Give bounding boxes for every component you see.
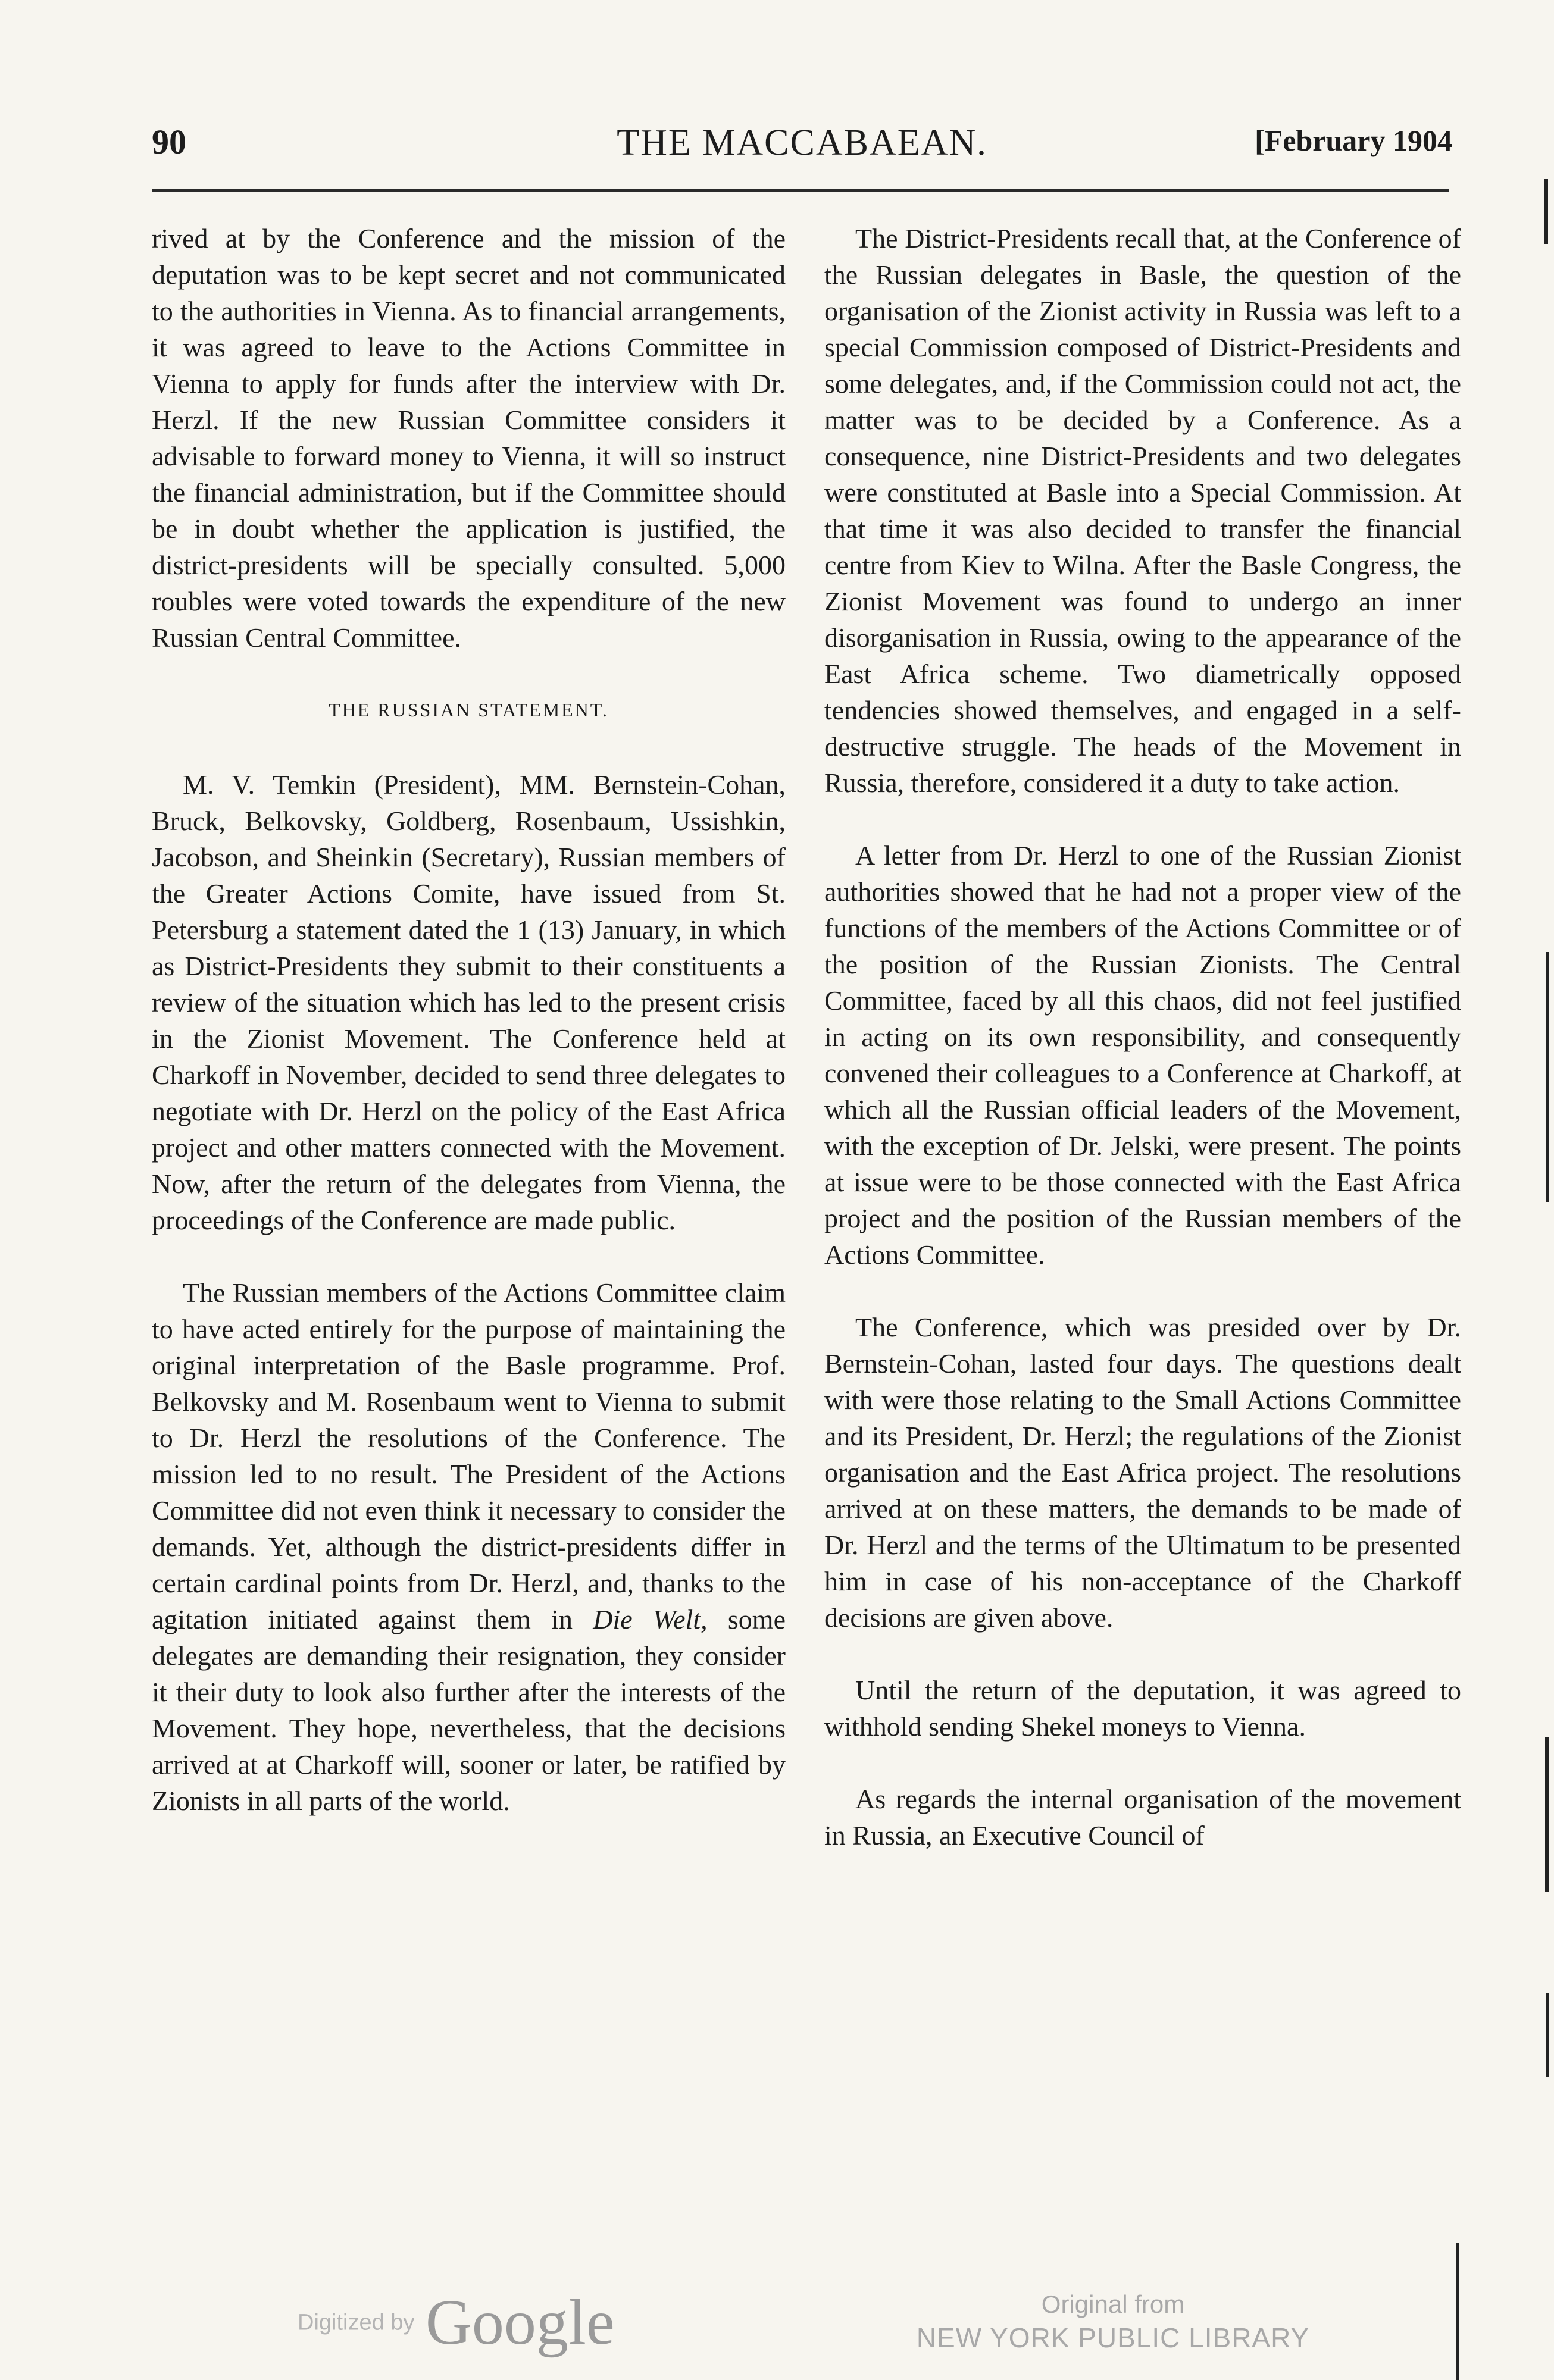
left-paragraph-3 <box>152 1274 786 1819</box>
left-paragraph-2: M. V. Temkin (President), MM. Bernstein-Cohan, Bruck, Belkovsky, Goldberg, Rosenbaum, Ussishkin, Jacobson, and Sheinkin (Secretary), Russian members of the Greater Actions Comite, have issued from St. Petersburg a statement dated the 1 (13) January, in which as District-Presidents they submit to their constituents a review of the situation which has led to the present crisis in the Zionist Movement. The Conference held at Charkoff in November, decided to send three delegates to negotiate with Dr. Herzl on the policy of the East Africa project and other matters connected with the Movement. Now, after the return of the delegates from Vienna, the proceedings of the Conference are made public. <box>152 769 786 1235</box>
left-paragraph-3-text-a: The Russian members of the Actions Committee claim to have acted entirely for the purpose of maintaining the original interpretation of the Basle programme. Prof. Belkovsky and M. Rosenbaum went to Vienna to submit to Dr. Herzl the resolutions of the Conference. The mission led to no result. The President of the Actions Committee did not even think it necessary to consider the demands. Yet, although the district-presidents differ in certain cardinal points from Dr. Herzl, and, thanks to the agitation initiated against them in <box>152 1277 786 1634</box>
library-attribution <box>905 2288 1321 2354</box>
left-paragraph-3-text-b: some delegates are demanding their resignation, they consider it their duty to look also further after the interests of the Movement. They hope, nevertheless, that the decisions arrived at at Charkoff will, sooner or later, be ratified by Zionists in all parts of the world. <box>152 1604 786 1816</box>
binding-edge-mark <box>1546 1993 1549 2077</box>
running-header <box>152 122 1452 176</box>
section-heading: THE RUSSIAN STATEMENT. <box>329 699 609 721</box>
right-paragraph-2: A letter from Dr. Herzl to one of the Russian Zionist authorities showed that he had not a proper view of the functions of the members of the Actions Committee or of the position of the Russian Zionists. The Central Committee, faced by all this chaos, did not feel justified in acting on its own responsibility, and consequently convened their colleagues to a Conference at Charkoff, at which all the Russian official leaders of the Movement, with the exception of Dr. Jelski, were present. The points at issue were to be those connected with the East Africa project and the position of the Russian members of the Actions Committee. <box>824 840 1461 1270</box>
right-paragraph-4: Until the return of the deputation, it was agreed to withhold sending Shekel moneys to Vienna. <box>824 1675 1461 1742</box>
left-column <box>152 220 786 1819</box>
right-paragraph-1: The District-Presidents recall that, at the Conference of the Russian delegates in Basle, the question of the organisation of the Zionist activity in Russia was left to a special Commission composed of District-Presidents and some delegates, and, if the Commission could not act, the matter was to be decided by a Conference. As a consequence, nine District-Presidents and two delegates were constituted at Basle into a Special Commission. At that time it was also decided to transfer the financial centre from Kiev to Wilna. After the Basle Congress, the Zionist Movement was found to undergo an inner disorganisation in Russia, owing to the appearance of the East Africa scheme. Two diametrically opposed tendencies showed themselves, and engaged in a self-destructive struggle. The heads of the Movement in Russia, therefore, considered it a duty to take action. <box>824 223 1461 798</box>
binding-edge-mark <box>1545 1737 1549 1892</box>
issue-date: [February 1904 <box>1255 124 1452 157</box>
binding-edge-mark <box>1456 2243 1459 2380</box>
left-paragraph-1: rived at by the Conference and the mission of the deputation was to be kept secret and not communicated to the authorities in Vienna. As to financial arrangements, it was agreed to leave to the Actions Committee in Vienna to apply for funds after the interview with Dr. Herzl. If the new Russian Committee considers it advisable to forward money to Vienna, it will so instruct the financial administration, but if the Committee should be in doubt whether the application is justified, the district-presidents will be specially consulted. 5,000 roubles were voted towards the expenditure of the new Russian Central Committee. <box>152 223 786 653</box>
journal-title: THE MACCABAEAN. <box>617 123 987 163</box>
header-rule <box>152 189 1449 192</box>
digitized-by-label: Digitized by <box>298 2310 415 2335</box>
original-from-label: Original from <box>1041 2290 1185 2318</box>
die-welt-title: Die Welt, <box>593 1604 708 1634</box>
binding-edge-mark <box>1546 952 1549 1202</box>
library-name: NEW YORK PUBLIC LIBRARY <box>916 2322 1310 2353</box>
right-column <box>824 220 1461 1853</box>
google-logo: Google <box>425 2287 615 2358</box>
page-number: 90 <box>152 123 186 161</box>
right-paragraph-3: The Conference, which was presided over by Dr. Bernstein-Cohan, lasted four days. The questions dealt with were those relating to the Small Actions Committee and its President, Dr. Herzl; the regulations of the Zionist organisation and the East Africa project. The resolutions arrived at on these matters, the demands to be made of Dr. Herzl and the terms of the Ultimatum to be presented him in case of his non-acceptance of the Charkoff decisions are given above. <box>824 1312 1461 1633</box>
binding-edge-mark <box>1544 178 1548 244</box>
digitized-by-google-watermark <box>298 2286 615 2360</box>
right-paragraph-5: As regards the internal organisation of the movement in Russia, an Executive Council of <box>824 1784 1461 1850</box>
